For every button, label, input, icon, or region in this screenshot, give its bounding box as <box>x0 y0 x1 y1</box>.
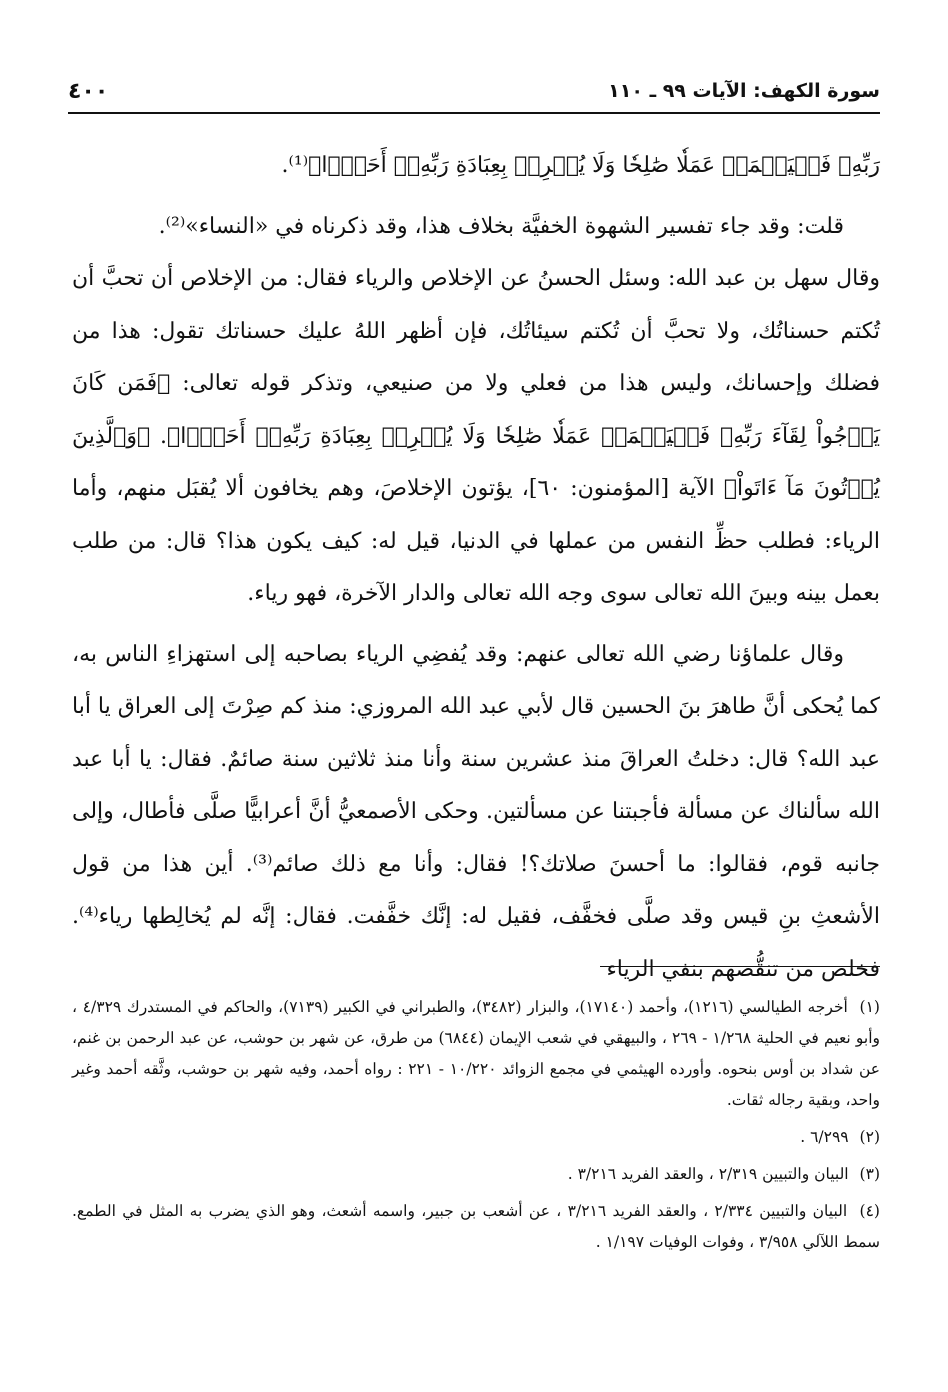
footnote-text: البيان والتبيين ٢/٣٣٤ ، والعقد الفريد ٣/٢١٦ ، عن أشعب بن جبير، واسمه أشعث، وهو الذي يضرب به المثل في الطمع. سمط اللآلي ٣/٩٥٨ ، وفوات الوفيات ١/١٩٧ . <box>72 1202 880 1251</box>
footnote-number: (٢) <box>859 1128 880 1146</box>
footnote <box>72 1159 880 1190</box>
footnote <box>72 992 880 1116</box>
page-header <box>68 70 880 114</box>
footnotes <box>72 992 880 1264</box>
page-number: ٤٠٠ <box>68 78 109 104</box>
paragraph: قلت: وقد جاء تفسير الشهوة الخفيَّة بخلاف هذا، وقد ذكرناه في «النساء»⁽²⁾. <box>158 213 844 239</box>
footnote-number: (٣) <box>859 1165 880 1183</box>
footnote <box>72 1122 880 1153</box>
footnote-number: (٤) <box>859 1202 880 1220</box>
paragraph: وقال علماؤنا رضي الله تعالى عنهم: وقد يُفضِي الرياء بصاحبه إلى استهزاءِ الناس به، كما يُحكى أنَّ طاهرَ بنَ الحسين قال لأبي عبد الله المروزي: منذ كم صِرْتَ إلى العراق يا أبا عبد الله؟ قال: دخلتُ العراقَ منذ عشرين سنة وأنا منذ ثلاثين سنة صائمٌ. فقال: يا أبا عبد الله سألناك عن مسألة فأجبتنا عن مسألتين. وحكى الأصمعيُّ أنَّ أعرابيًّا صلَّى فأطال، وإلى جانبه قوم، فقالوا: ما أحسنَ صلاتك؟! فقال: وأنا مع ذلك صائم⁽³⁾. أين هذا من قول الأشعثِ بنِ قيس وقد صلَّى فخفَّف، فقيل له: إنَّك خفَّفت. فقال: إنَّه لم يُخالِطها رياء⁽⁴⁾. فخلص من تنقُّصهم بنفي الرياء <box>72 641 881 982</box>
paragraph: وقال سهل بن عبد الله: وسئل الحسنُ عن الإخلاص والرياء فقال: من الإخلاص أن تحبَّ أن تُكتم حسناتُك، ولا تحبَّ أن تُكتم سيئاتُك، فإن أظهر اللهُ عليك حسناتك تقول: هذا من فضلك وإحسانك، وليس هذا من فعلي ولا من صنيعي، وتذكر قوله تعالى: ﴿فَمَن كَانَ يَرۡجُواْ لِقَآءَ رَبِّهِۦ فَلۡيَعۡمَلۡ عَمَلٗا صَٰلِحٗا وَلَا يُشۡرِكۡ بِعِبَادَةِ رَبِّهِۦٓ أَحَدَۢا﴾. ﴿وَٱلَّذِينَ يُؤۡتُونَ مَآ ءَاتَواْ﴾ الآية [المؤمنون: ٦٠]، يؤتون الإخلاصَ، وهم يخافون ألا يُقبَل منهم، وأما الرياء: فطلب حظِّ النفس من عملها في الدنيا، قيل له: كيف يكون هذا؟ قال: من طلب بعمل بينه وبينَ الله تعالى سوى وجه الله تعالى والدار الآخرة، فهو رياء. <box>72 266 880 606</box>
footnote-text: البيان والتبيين ٢/٣١٩ ، والعقد الفريد ٣/٢١٦ . <box>567 1165 849 1183</box>
main-text <box>72 140 880 996</box>
footnote-text: أخرجه الطيالسي (١٢١٦)، وأحمد (١٧١٤٠)، والبزار (٣٤٨٢)، والطبراني في الكبير (٧١٣٩)، والحاكم في المستدرك ٤/٣٢٩ ، وأبو نعيم في الحلية ١/٢٦٨ - ٢٦٩ ، والبيهقي في شعب الإيمان (٦٨٤٤) من طرق، عن شهر بن حوشب، عن عبد الرحمن بن غنم، عن شداد بن أوس بنحوه. وأورده الهيثمي في مجمع الزوائد ١٠/٢٢٠ - ٢٢١ : رواه أحمد، وفيه شهر بن حوشب، وثَّقه أحمد وغير واحد، وبقية رجاله ثقات. <box>72 998 881 1109</box>
footnote <box>72 1196 880 1258</box>
footnote-number: (١) <box>859 998 880 1016</box>
paragraph: رَبِّهِۦ فَلۡيَعۡمَلۡ عَمَلٗا صَٰلِحٗا وَلَا يُشۡرِكۡ بِعِبَادَةِ رَبِّهِۦٓ أَحَدَۢا﴾⁽¹⁾. <box>281 153 880 178</box>
footnote-text: ٦/٢٩٩ . <box>800 1128 849 1146</box>
footnote-separator <box>600 966 880 967</box>
running-title: سورة الكهف: الآيات ٩٩ ـ ١١٠ <box>608 80 880 102</box>
